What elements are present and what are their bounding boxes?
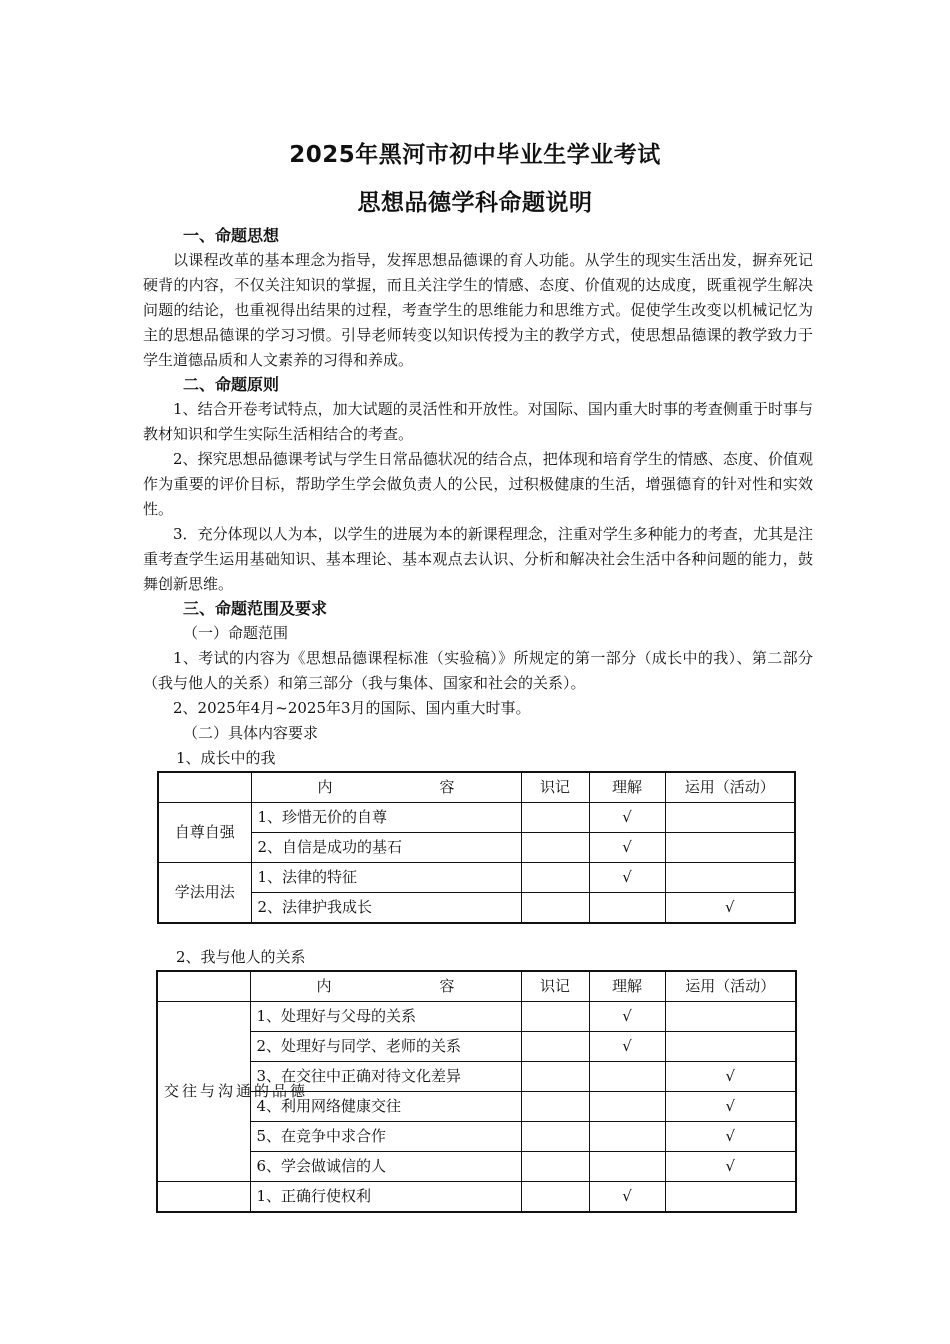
understand-cell bbox=[589, 1062, 665, 1092]
apply-cell bbox=[665, 803, 795, 833]
category-cell: 交往与沟通的品德 bbox=[157, 1002, 250, 1182]
header-remember: 识记 bbox=[521, 971, 589, 1002]
table-header-row bbox=[158, 772, 795, 803]
remember-cell bbox=[521, 893, 589, 924]
item-cell: 2、自信是成功的基石 bbox=[251, 833, 521, 863]
section-heading-2: 二、命题原则 bbox=[183, 375, 280, 394]
item-cell: 4、利用网络健康交往 bbox=[250, 1092, 521, 1122]
requirements-table-1 bbox=[157, 771, 796, 924]
table-row bbox=[157, 1182, 796, 1213]
remember-cell bbox=[521, 1122, 589, 1152]
requirements-table-2 bbox=[156, 970, 797, 1213]
remember-cell bbox=[521, 1182, 589, 1213]
section-2-paragraph-2: 2、探究思想品德课考试与学生日常品德状况的结合点，把体现和培育学生的情感、态度、价值观作为重要的评价目标，帮助学生学会做负责人的公民，过积极健康的生活，增强德育的针对性和实效性。 bbox=[143, 450, 813, 518]
table-row bbox=[158, 803, 795, 833]
understand-cell bbox=[589, 893, 665, 924]
understand-cell: √ bbox=[589, 1032, 665, 1062]
apply-cell: √ bbox=[665, 1122, 796, 1152]
remember-cell bbox=[521, 1152, 589, 1182]
section-2-paragraph-1: 1、结合开卷考试特点，加大试题的灵活性和开放性。对国际、国内重大时事的考查侧重于时事与教材知识和学生实际生活相结合的考查。 bbox=[143, 400, 813, 443]
remember-cell bbox=[521, 1002, 589, 1032]
apply-cell bbox=[665, 1002, 796, 1032]
item-cell: 5、在竞争中求合作 bbox=[250, 1122, 521, 1152]
apply-cell: √ bbox=[665, 1062, 796, 1092]
category-cell bbox=[157, 1182, 250, 1213]
table-header-row bbox=[157, 971, 796, 1002]
item-cell: 2、处理好与同学、老师的关系 bbox=[250, 1032, 521, 1062]
header-content: 内 容 bbox=[251, 772, 521, 803]
remember-cell bbox=[521, 1032, 589, 1062]
understand-cell bbox=[589, 1092, 665, 1122]
doc-title-line1: 2025年黑河市初中毕业生学业考试 bbox=[289, 142, 661, 168]
section-3-paragraph-1: 1、考试的内容为《思想品德课程标准（实验稿）》所规定的第一部分（成长中的我）、第二部分（我与他人的关系）和第三部分（我与集体、国家和社会的关系）。 bbox=[143, 649, 813, 692]
section-2-paragraph-3: 3．充分体现以人为本，以学生的进展为本的新课程理念，注重对学生多种能力的考查，尤其是注重考查学生运用基础知识、基本理论、基本观点去认识、分析和解决社会生活中各种问题的能力，鼓舞创新思维。 bbox=[143, 525, 813, 593]
apply-cell bbox=[665, 833, 795, 863]
body-text bbox=[143, 224, 813, 746]
apply-cell bbox=[665, 1182, 796, 1213]
header-blank-cell bbox=[158, 772, 251, 803]
remember-cell bbox=[521, 803, 589, 833]
understand-cell bbox=[589, 1122, 665, 1152]
understand-cell bbox=[589, 1152, 665, 1182]
header-apply: 运用（活动） bbox=[665, 772, 795, 803]
table-row bbox=[157, 1152, 796, 1182]
item-cell: 2、法律护我成长 bbox=[251, 893, 521, 924]
table-row bbox=[157, 1032, 796, 1062]
item-cell: 1、处理好与父母的关系 bbox=[250, 1002, 521, 1032]
section-1-paragraph: 以课程改革的基本理念为指导，发挥思想品德课的育人功能。从学生的现实生活出发，摒弃死记硬背的内容，不仅关注知识的掌握，而且关注学生的情感、态度、价值观的达成度，既重视学生解决问题的结论，也重视得出结果的过程，考查学生的思维能力和思维方式。促使学生改变以机械记忆为主的思想品德课的学习习惯。引导老师转变以知识传授为主的教学方式，使思想品德课的教学致力于学生道德品质和人文素养的习得和养成。 bbox=[143, 251, 813, 369]
remember-cell bbox=[521, 833, 589, 863]
apply-cell: √ bbox=[665, 893, 795, 924]
item-cell: 1、法律的特征 bbox=[251, 863, 521, 893]
header-apply: 运用（活动） bbox=[665, 971, 796, 1002]
section-heading-1: 一、命题思想 bbox=[183, 226, 280, 245]
item-cell: 1、珍惜无价的自尊 bbox=[251, 803, 521, 833]
understand-cell: √ bbox=[589, 833, 665, 863]
apply-cell bbox=[665, 1032, 796, 1062]
table-1-caption: 1、成长中的我 bbox=[176, 749, 276, 767]
header-blank-cell bbox=[157, 971, 250, 1002]
table-2-caption: 2、我与他人的关系 bbox=[176, 948, 306, 966]
remember-cell bbox=[521, 863, 589, 893]
apply-cell: √ bbox=[665, 1092, 796, 1122]
section-heading-3: 三、命题范围及要求 bbox=[183, 599, 328, 618]
apply-cell bbox=[665, 863, 795, 893]
remember-cell bbox=[521, 1062, 589, 1092]
item-cell: 1、正确行使权利 bbox=[250, 1182, 521, 1213]
table-row bbox=[158, 863, 795, 893]
item-cell: 3、在交往中正确对待文化差异 bbox=[250, 1062, 521, 1092]
doc-title-line2: 思想品德学科命题说明 bbox=[357, 190, 593, 216]
subsection-1-label: （一）命题范围 bbox=[183, 624, 289, 642]
item-cell: 6、学会做诚信的人 bbox=[250, 1152, 521, 1182]
table-row bbox=[158, 833, 795, 863]
table-row bbox=[158, 893, 795, 924]
header-understand: 理解 bbox=[589, 772, 665, 803]
section-3-paragraph-2: 2、2025年4月~2025年3月的国际、国内重大时事。 bbox=[173, 699, 531, 717]
understand-cell: √ bbox=[589, 863, 665, 893]
table-row bbox=[157, 1122, 796, 1152]
category-cell: 自尊自强 bbox=[158, 803, 251, 863]
apply-cell: √ bbox=[665, 1152, 796, 1182]
remember-cell bbox=[521, 1092, 589, 1122]
category-cell: 学法用法 bbox=[158, 863, 251, 924]
subsection-2-label: （二）具体内容要求 bbox=[183, 724, 319, 742]
understand-cell: √ bbox=[589, 1002, 665, 1032]
header-remember: 识记 bbox=[521, 772, 589, 803]
understand-cell: √ bbox=[589, 803, 665, 833]
header-understand: 理解 bbox=[589, 971, 665, 1002]
understand-cell: √ bbox=[589, 1182, 665, 1213]
table-row bbox=[157, 1002, 796, 1032]
header-content: 内 容 bbox=[250, 971, 521, 1002]
